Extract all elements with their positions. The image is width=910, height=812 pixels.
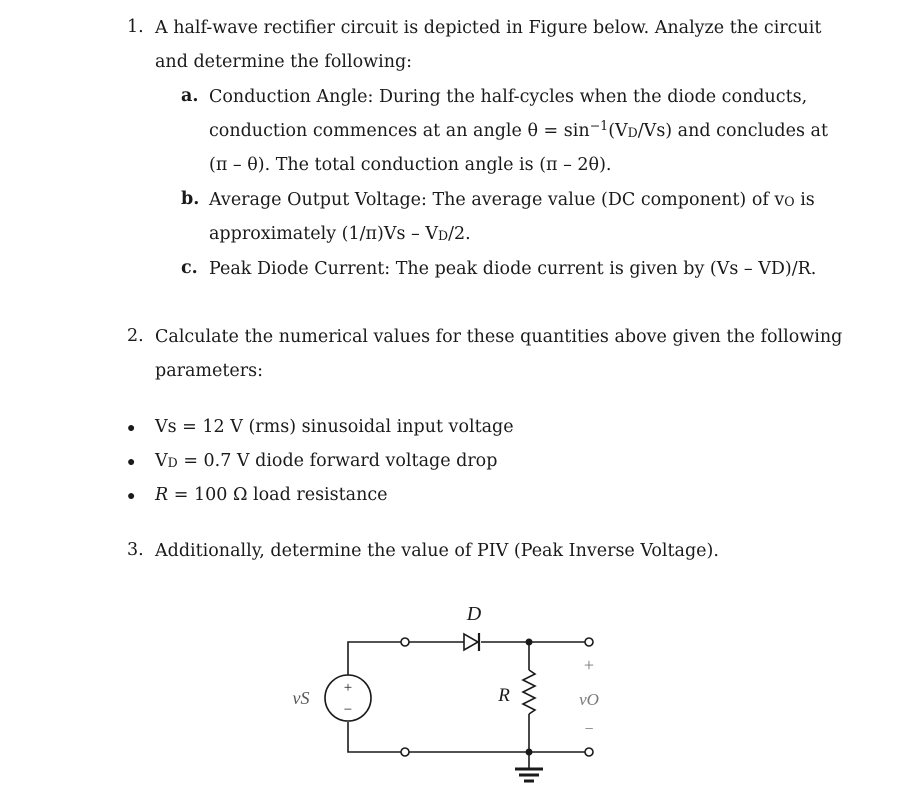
resistor-label: R — [498, 685, 510, 706]
bullet-icon: ● — [127, 419, 136, 435]
output-label: vO — [579, 690, 599, 709]
q1-line1: A half-wave rectifier circuit is depicted in Figure below. Analyze the circuit — [155, 18, 822, 38]
param-vd: VD = 0.7 V diode forward voltage drop — [155, 451, 498, 471]
q3-line1: Additionally, determine the value of PIV (Peak Inverse Voltage). — [155, 541, 719, 561]
q2-line2: parameters: — [155, 361, 264, 381]
diode-symbol — [464, 633, 479, 651]
q2-number: 2. — [127, 326, 144, 346]
q1b-line1: Average Output Voltage: The average value (DC component) of vO is — [209, 190, 815, 210]
junction-dot — [526, 749, 533, 756]
q1b-line2: approximately (1/π)Vs – VD/2. — [209, 224, 471, 244]
q1-line2: and determine the following: — [155, 52, 413, 72]
bullet-icon: ● — [127, 487, 136, 503]
source-plus: + — [343, 680, 353, 696]
ground-icon — [515, 769, 543, 781]
source-minus: − — [343, 702, 353, 718]
q1a-line3: (π – θ). The total conduction angle is (π – 2θ). — [209, 155, 612, 175]
q1a-label: a. — [181, 86, 199, 106]
bullet-icon: ● — [127, 453, 136, 469]
diode-label: D — [466, 603, 482, 625]
param-r: R = 100 Ω load resistance — [155, 485, 388, 505]
param-vs: Vs = 12 V (rms) sinusoidal input voltage — [155, 417, 514, 437]
source-label: vS — [292, 688, 310, 708]
q1c-label: c. — [181, 258, 198, 278]
output-minus: − — [584, 721, 594, 738]
junction-dot — [526, 639, 533, 646]
output-plus: + — [583, 655, 595, 675]
q1b-label: b. — [181, 189, 200, 209]
q1a-line2: conduction commences at an angle $\theta = \sin^{-1}(VD/Vs)$ and concludes at — [209, 117, 828, 141]
q1c-line1: Peak Diode Current: The peak diode current is given by (Vs – VD)/R. — [209, 259, 817, 279]
q1a-line1: Conduction Angle: During the half-cycles when the diode conducts, — [209, 87, 808, 107]
q1-number: 1. — [127, 17, 144, 37]
q3-number: 3. — [127, 540, 144, 560]
q2-line1: Calculate the numerical values for these quantities above given the following — [155, 327, 843, 347]
